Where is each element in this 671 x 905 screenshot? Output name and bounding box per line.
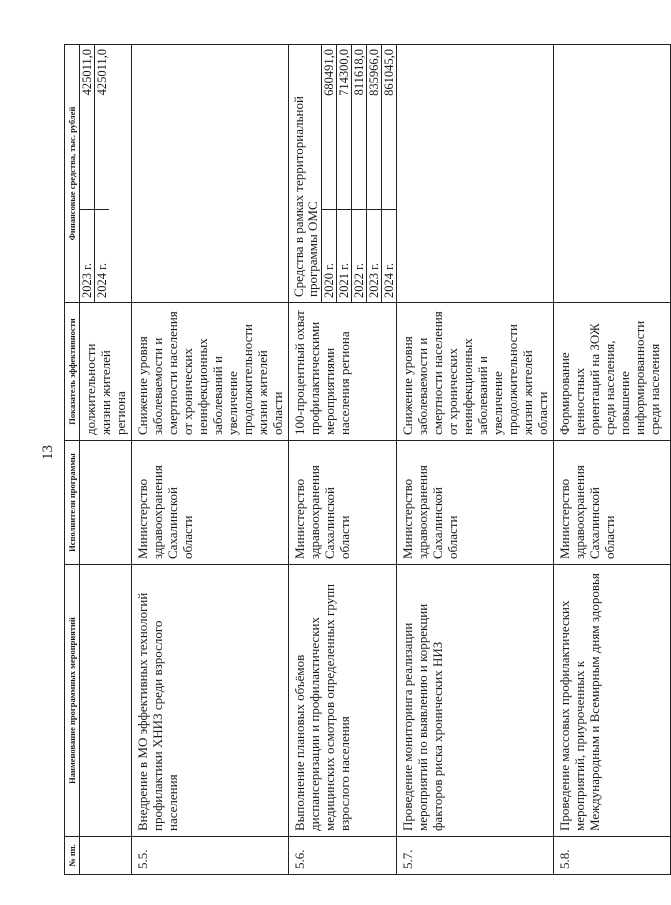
row-num: 5.7.	[397, 837, 554, 875]
finance-line	[382, 45, 397, 302]
finance-title: Средства в рамках территориальной программы ОМС	[291, 96, 320, 297]
row-indicator: Снижение уровня заболеваемости и смертности населения от хронических неинфекционных заболеваний и увеличение продолжительности жизни жителей области	[132, 303, 289, 441]
finance-value: 680491,0	[322, 45, 337, 209]
header-finance: Финансовые средства, тыс. рублей	[65, 45, 80, 303]
finance-value: 861045,0	[382, 45, 397, 209]
row-executors: Министерство здравоохранения Сахалинской области	[132, 441, 289, 565]
header-indicator: Показатель эффективности	[65, 303, 80, 441]
cont-executors	[80, 441, 132, 565]
header-row	[65, 45, 80, 875]
row-indicator: Формирование ценностных ориентаций на ЗОЖ среди населения, повышение информированности среди населения	[554, 303, 671, 441]
row-indicator: Снижение уровня заболеваемости и смертности населения от хронических неинфекционных заболеваний и увеличение продолжительности жизни жителей области	[397, 303, 554, 441]
finance-year: 2022 г.	[352, 209, 367, 302]
row-name: Проведение мониторинга реализации мероприятий по выявлению и коррекции факторов риска хронических НИЗ	[397, 565, 554, 837]
finance-year: 2024 г.	[382, 209, 397, 302]
finance-year: 2021 г.	[337, 209, 352, 302]
row-executors: Министерство здравоохранения Сахалинской области	[554, 441, 671, 565]
finance-value: 714300,0	[337, 45, 352, 209]
table-row	[289, 45, 397, 875]
finance-line	[95, 45, 110, 302]
finance-year: 2023 г.	[80, 209, 95, 302]
finance-value: 425011,0	[80, 45, 95, 209]
table-row	[132, 45, 289, 875]
finance-line	[322, 45, 337, 302]
row-name: Выполнение плановых объёмов диспансеризации и профилактических медицинских осмотров определенных групп взрослого населения	[289, 565, 397, 837]
finance-value: 835966,0	[367, 45, 382, 209]
finance-line	[367, 45, 382, 302]
row-finance	[132, 45, 289, 303]
row-num: 5.5.	[132, 837, 289, 875]
cont-name	[80, 565, 132, 837]
cont-finance	[80, 45, 132, 303]
finance-year: 2020 г.	[322, 209, 337, 302]
finance-value: 425011,0	[95, 45, 110, 209]
row-finance	[397, 45, 554, 303]
finance-year: 2024 г.	[95, 209, 110, 302]
row-num: 5.6.	[289, 837, 397, 875]
row-executors: Министерство здравоохранения Сахалинской области	[397, 441, 554, 565]
finance-value: 811618,0	[352, 45, 367, 209]
row-name: Внедрение в МО эффективных технологий профилактики ХНИЗ среди взрослого населения	[132, 565, 289, 837]
table-row	[397, 45, 554, 875]
row-indicator: 100-процентный охват профилактическими мероприятиями населения региона	[289, 303, 397, 441]
row-finance	[554, 45, 671, 303]
header-name: Наименование программных мероприятий	[65, 565, 80, 837]
row-executors: Министерство здравоохранения Сахалинской области	[289, 441, 397, 565]
row-name: Проведение массовых профилактических мероприятий, приуроченных к Международным и Всемирным дням здоровья	[554, 565, 671, 837]
continuation-row	[80, 45, 132, 875]
cont-num	[80, 837, 132, 875]
program-table	[64, 44, 671, 875]
page-number: 13	[40, 445, 56, 460]
cont-indicator: должительности жизни жителей региона	[80, 303, 132, 441]
finance-line	[80, 45, 95, 302]
header-executors: Исполнители программы	[65, 441, 80, 565]
row-num: 5.8.	[554, 837, 671, 875]
finance-line	[337, 45, 352, 302]
row-finance	[289, 45, 397, 303]
finance-year: 2023 г.	[367, 209, 382, 302]
header-num: № пп.	[65, 837, 80, 875]
finance-line	[352, 45, 367, 302]
table-row	[554, 45, 671, 875]
